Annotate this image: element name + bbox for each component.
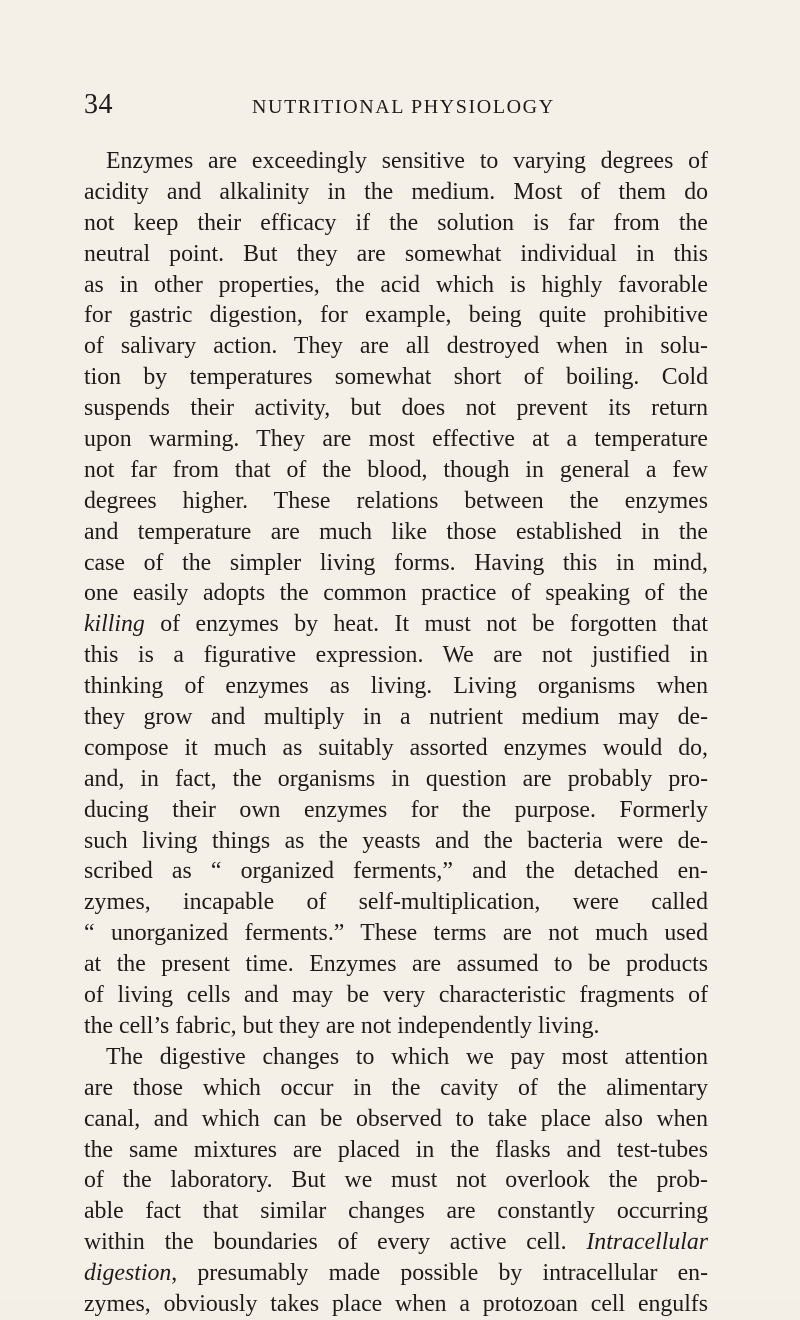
- text-line: scribed as “ organized ferments,” and the detached en-: [84, 858, 708, 885]
- text-line: and temperature are much like those established in the: [84, 518, 708, 545]
- text-line: for gastric digestion, for example, being quite prohibitive: [84, 302, 708, 329]
- text-line: and, in fact, the organisms in question are probably pro-: [84, 765, 708, 792]
- text-line: the cell’s fabric, but they are not independently living.: [84, 1012, 600, 1039]
- text-line: “ unorganized ferments.” These terms are not much used: [84, 920, 708, 947]
- text-line: able fact that similar changes are constantly occurring: [84, 1198, 708, 1225]
- text-line-with-italic: [84, 1227, 708, 1258]
- text-line-with-italic: [84, 1258, 708, 1289]
- text-line-start: within the boundaries of every active cell.: [84, 1229, 567, 1256]
- text-line-rest: of enzymes by heat. It must not be forgotten that: [144, 611, 708, 638]
- text-line: one easily adopts the common practice of speaking of the: [84, 580, 708, 607]
- emphasized-word: killing: [84, 611, 145, 638]
- text-line: of the laboratory. But we must not overlook the prob-: [84, 1167, 708, 1194]
- text-line: not keep their efficacy if the solution is far from the: [84, 209, 708, 236]
- page-number: 34: [84, 89, 113, 120]
- text-line: The digestive changes to which we pay most attention: [106, 1043, 708, 1070]
- text-line-emphasis: [84, 609, 708, 640]
- text-line: degrees higher. These relations between the enzymes: [84, 487, 708, 514]
- text-line: tion by temperatures somewhat short of boiling. Cold: [84, 364, 708, 391]
- text-line: upon warming. They are most effective at a temperature: [84, 426, 708, 453]
- text-line: Enzymes are exceedingly sensitive to varying degrees of: [106, 148, 708, 174]
- text-line: zymes, obviously takes place when a protozoan cell engulfs: [84, 1290, 708, 1317]
- text-line: at the present time. Enzymes are assumed to be products: [84, 951, 708, 978]
- text-line: compose it much as suitably assorted enzymes would do,: [84, 734, 708, 761]
- text-line: case of the simpler living forms. Having this in mind,: [84, 549, 708, 576]
- body-text: [84, 146, 708, 1320]
- text-line: acidity and alkalinity in the medium. Most of them do: [84, 178, 708, 205]
- text-line: this is a figurative expression. We are not justified in: [84, 642, 708, 669]
- running-head: [84, 90, 708, 120]
- text-line: they grow and multiply in a nutrient medium may de-: [84, 704, 708, 731]
- emphasized-term: Intracellular: [586, 1229, 708, 1256]
- text-line: of living cells and may be very characteristic fragments of: [84, 982, 708, 1009]
- text-line: of salivary action. They are all destroyed when in solu-: [84, 333, 708, 360]
- text-line: suspends their activity, but does not prevent its return: [84, 395, 708, 422]
- text-line: neutral point. But they are somewhat individual in this: [84, 240, 708, 267]
- text-line: the same mixtures are placed in the flasks and test-tubes: [84, 1136, 708, 1163]
- text-line: as in other properties, the acid which is highly favorable: [84, 271, 708, 298]
- text-line: not far from that of the blood, though in general a few: [84, 456, 708, 483]
- emphasized-term: digestion: [84, 1260, 172, 1287]
- text-line: ducing their own enzymes for the purpose. Formerly: [84, 796, 708, 823]
- running-title: NUTRITIONAL PHYSIOLOGY: [252, 96, 555, 118]
- text-line: are those which occur in the cavity of the alimentary: [84, 1074, 708, 1101]
- text-line: canal, and which can be observed to take place also when: [84, 1105, 708, 1132]
- text-line: such living things as the yeasts and the bacteria were de-: [84, 827, 708, 854]
- text-line: thinking of enzymes as living. Living organisms when: [84, 673, 708, 700]
- text-line: zymes, incapable of self-multiplication, were called: [84, 889, 708, 916]
- text-line-rest: , presumably made possible by intracellular en-: [171, 1260, 708, 1287]
